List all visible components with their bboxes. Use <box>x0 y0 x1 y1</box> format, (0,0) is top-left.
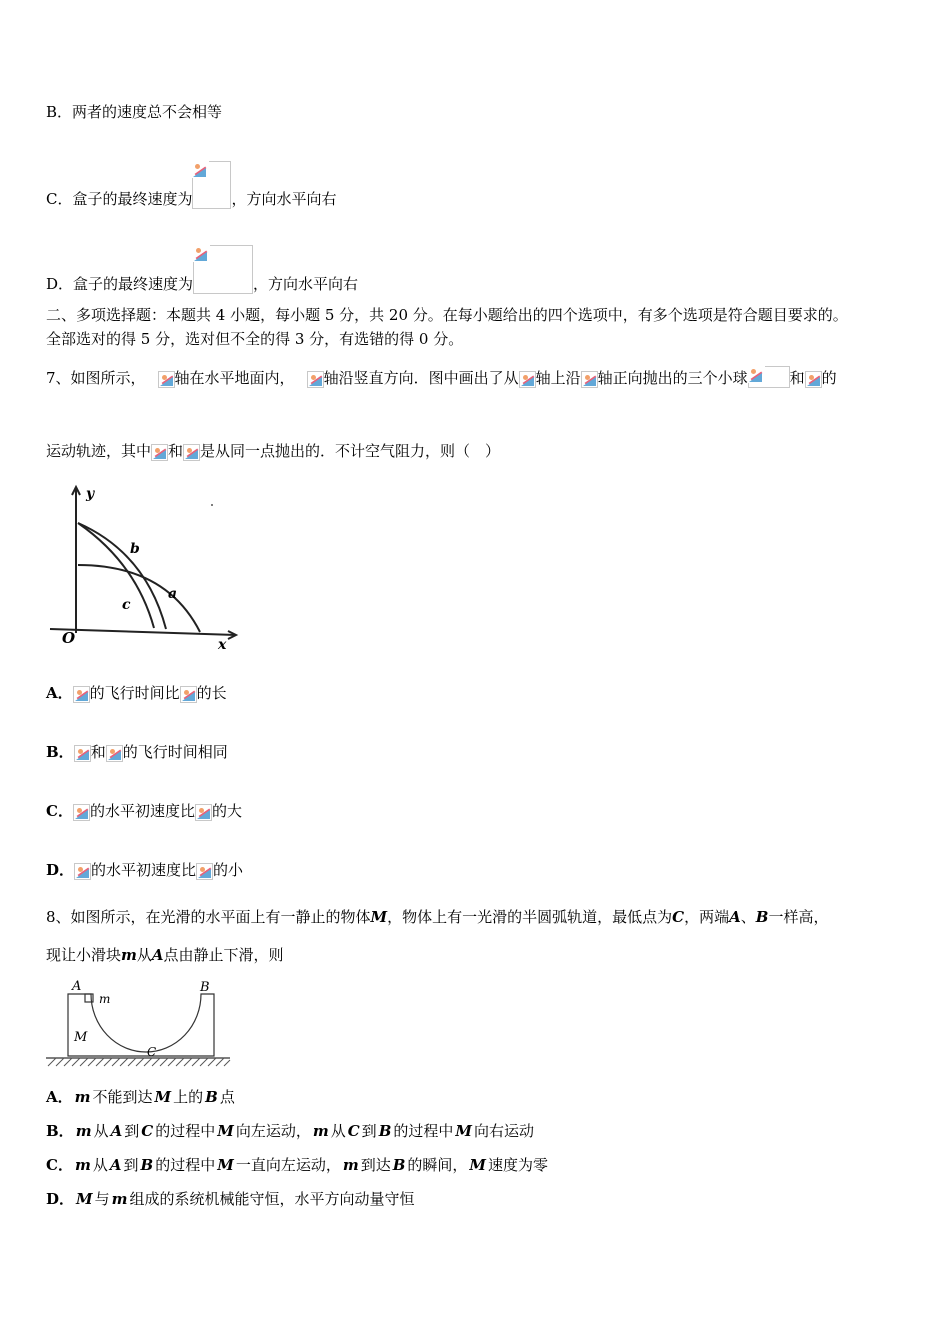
var-M: M <box>469 1156 487 1174</box>
image-placeholder-icon <box>196 863 213 880</box>
var-m: m <box>111 1190 128 1208</box>
q7-option-b <box>46 742 228 762</box>
var-B: B <box>755 908 769 926</box>
var-m: m <box>342 1156 359 1174</box>
option-text: 从 <box>330 1122 346 1140</box>
q6-option-c-suffix: ，方向水平向右 <box>231 190 337 208</box>
option-text: 向左运动， <box>235 1122 311 1140</box>
image-placeholder-icon <box>183 444 200 461</box>
var-B: B <box>392 1156 406 1174</box>
var-C: C <box>141 1122 154 1140</box>
option-text: 向右运动 <box>474 1122 535 1140</box>
label-A: A <box>72 979 82 994</box>
q7-text: 7、如图所示， <box>46 369 146 387</box>
option-letter: D． <box>46 861 75 879</box>
q7-trajectory-figure <box>46 483 246 653</box>
q7-option-d <box>46 860 243 880</box>
option-text: 上的 <box>173 1088 204 1106</box>
var-A: A <box>729 908 741 926</box>
option-letter: C． <box>46 802 73 820</box>
q8-text: 点由静止下滑，则 <box>163 946 284 964</box>
label-C: C <box>147 1045 157 1059</box>
option-text: 的过程中 <box>393 1122 454 1140</box>
q7-stem-line2 <box>46 441 500 461</box>
image-placeholder-icon <box>581 371 598 388</box>
option-text: 点 <box>219 1088 235 1106</box>
option-text: 一直向左运动， <box>235 1156 341 1174</box>
option-text: 和 <box>90 743 106 761</box>
option-text: 不能到达 <box>92 1088 153 1106</box>
q7-text: 运动轨迹，其中 <box>46 442 152 460</box>
var-m: m <box>121 946 137 964</box>
var-M: M <box>217 1156 234 1174</box>
option-text: 的水平初速度比 <box>91 861 197 879</box>
option-text: 的大 <box>211 802 242 820</box>
formula-image-placeholder <box>193 245 253 294</box>
option-text: 的瞬间， <box>407 1156 468 1174</box>
q7-text: 轴上沿 <box>535 369 581 387</box>
q7-text: 的 <box>821 369 837 387</box>
option-text: 的长 <box>196 684 227 702</box>
q8-stem-line2 <box>46 945 284 965</box>
var-m: m <box>75 1122 92 1140</box>
q8-text: 、 <box>740 908 756 926</box>
block-M-outline <box>68 994 214 1056</box>
q8-text: ，两端 <box>684 908 730 926</box>
var-M: M <box>455 1122 472 1140</box>
q7-text: 轴沿竖直方向．图中画出了从 <box>323 369 519 387</box>
ground-hatching <box>48 1058 230 1066</box>
q6-option-d-prefix: D．盒子的最终速度为 <box>46 275 194 293</box>
option-text: 的飞行时间比 <box>89 684 180 702</box>
section2-line1: 二、多项选择题：本题共 4 小题，每小题 5 分，共 20 分。在每小题给出的四个选项中，有多个选项是符合题目要求的。 <box>46 306 848 324</box>
label-x: x <box>218 637 227 653</box>
option-letter: C． <box>46 1156 73 1174</box>
option-letter: A． <box>46 684 73 702</box>
var-B: B <box>205 1088 218 1106</box>
option-text: 的小 <box>213 861 244 879</box>
q7-text: 和 <box>168 442 184 460</box>
option-text: 的过程中 <box>155 1156 216 1174</box>
q7-text: 轴在水平地面内， <box>174 369 295 387</box>
option-text: 的水平初速度比 <box>89 802 195 820</box>
trajectory-a <box>78 565 200 632</box>
option-letter: A． <box>46 1088 73 1106</box>
q6-option-d-suffix: ，方向水平向右 <box>253 275 359 293</box>
option-text: 组成的系统机械能守恒，水平方向动量守恒 <box>129 1190 415 1208</box>
option-letter: D． <box>46 1190 75 1208</box>
image-placeholder-icon <box>106 745 123 762</box>
image-placeholder-icon <box>74 745 91 762</box>
q8-option-a <box>46 1087 235 1107</box>
option-text: 的过程中 <box>155 1122 216 1140</box>
var-M: M <box>217 1122 234 1140</box>
option-text: 的飞行时间相同 <box>122 743 228 761</box>
var-B: B <box>378 1122 392 1140</box>
option-text: 到 <box>123 1156 139 1174</box>
image-placeholder-icon <box>307 371 324 388</box>
image-placeholder-icon <box>158 371 175 388</box>
label-y: y <box>86 486 95 502</box>
var-A: A <box>109 1156 122 1174</box>
option-text: 到 <box>124 1122 140 1140</box>
label-c: c <box>122 597 131 613</box>
image-placeholder-icon <box>193 245 210 262</box>
q6-option-b-text: B．两者的速度总不会相等 <box>46 103 223 121</box>
q8-text: 一样高， <box>768 908 829 926</box>
var-B: B <box>140 1156 154 1174</box>
formula-image-placeholder <box>192 161 231 209</box>
q7-text: 轴正向抛出的三个小球 <box>597 369 748 387</box>
speck <box>211 504 213 506</box>
q7-stem-line1 <box>46 366 837 388</box>
image-placeholder-icon <box>180 686 197 703</box>
option-text: 到达 <box>360 1156 391 1174</box>
var-C: C <box>347 1122 360 1140</box>
var-m: m <box>312 1122 329 1140</box>
image-placeholder-icon <box>73 686 90 703</box>
image-placeholder-icon <box>519 371 536 388</box>
section2-line2: 全部选对的得 5 分，选对但不全的得 3 分，有选错的得 0 分。 <box>46 330 464 348</box>
image-placeholder-icon <box>192 161 209 178</box>
var-M: M <box>370 908 388 926</box>
q8-option-b <box>46 1121 534 1141</box>
var-m: m <box>74 1088 91 1106</box>
q8-text: 8、如图所示，在光滑的水平面上有一静止的物体 <box>46 908 371 926</box>
q8-option-d <box>46 1189 415 1209</box>
q6-option-b <box>46 102 222 122</box>
image-placeholder-icon <box>73 804 90 821</box>
q6-option-c <box>46 161 337 209</box>
q8-text: 从 <box>136 946 152 964</box>
var-m: m <box>74 1156 91 1174</box>
option-text: 从 <box>92 1156 108 1174</box>
var-C: C <box>672 908 685 926</box>
image-placeholder-icon <box>805 371 822 388</box>
q8-stem-line1 <box>46 907 829 927</box>
trajectory-b <box>78 523 166 629</box>
option-text: 到 <box>361 1122 377 1140</box>
q7-option-c <box>46 801 242 821</box>
q6-option-c-prefix: C．盒子的最终速度为 <box>46 190 193 208</box>
q7-text: 是从同一点抛出的．不计空气阻力，则（ ） <box>200 442 501 460</box>
var-A: A <box>110 1122 123 1140</box>
image-placeholder-icon <box>195 804 212 821</box>
label-m: m <box>99 992 111 1006</box>
option-text: 速度为零 <box>488 1156 549 1174</box>
option-letter: B． <box>46 1122 74 1140</box>
option-text: 从 <box>93 1122 109 1140</box>
label-a: a <box>168 586 178 602</box>
var-M: M <box>76 1190 93 1208</box>
label-B: B <box>200 980 210 995</box>
q8-track-figure <box>46 978 232 1070</box>
var-M: M <box>154 1088 172 1106</box>
q8-option-c <box>46 1155 548 1175</box>
image-placeholder-icon <box>151 444 168 461</box>
q7-text: 和 <box>789 369 805 387</box>
q7-option-a <box>46 683 227 703</box>
label-M: M <box>74 1030 88 1045</box>
formula-image-placeholder <box>748 366 790 388</box>
x-axis <box>50 629 236 635</box>
image-placeholder-icon <box>74 863 91 880</box>
option-text: 与 <box>94 1190 110 1208</box>
q8-text: ，物体上有一光滑的半圆弧轨道，最低点为 <box>387 908 673 926</box>
label-b: b <box>130 541 140 557</box>
q6-option-d <box>46 245 358 294</box>
q8-text: 现让小滑块 <box>46 946 122 964</box>
var-A: A <box>151 946 164 964</box>
option-letter: B． <box>46 743 74 761</box>
label-origin: O <box>62 629 76 647</box>
image-placeholder-icon <box>748 366 765 383</box>
